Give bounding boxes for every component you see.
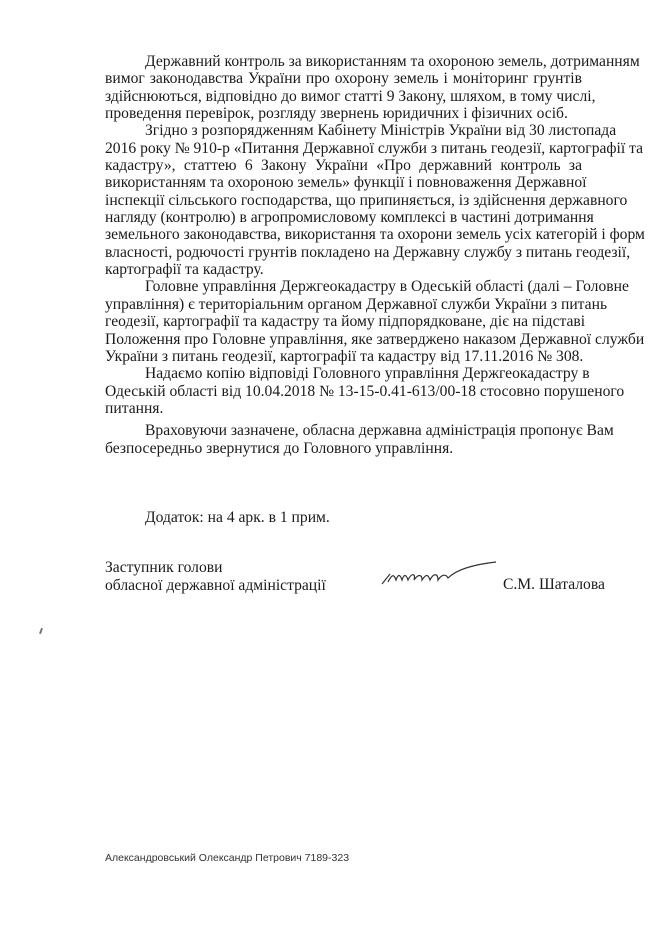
paragraph-line: України з питань геодезії, картографії та кадастру від 17.11.2016 № 308.: [105, 347, 584, 365]
paragraph-line: управління) є територіальним органом Державної служби України з питань: [105, 295, 608, 313]
paragraph-line: проведення перевірок, розгляду звернень юридичних і фізичних осіб.: [105, 105, 568, 123]
addendum-note: Додаток: на 4 арк. в 1 прим.: [145, 509, 330, 526]
paragraph-line: 2016 року № 910-р «Питання Державної служби з питань геодезії, картографії та: [105, 139, 644, 157]
paragraph-line: безпосередньо звернутися до Головного управління.: [105, 439, 454, 457]
paragraph-line: Надаємо копію відповіді Головного управління Держгеокадастру в: [145, 365, 590, 383]
paragraph-line: використанням та охороною земель» функції і повноваження Державної: [105, 174, 587, 192]
paragraph-line: власності, родючості грунтів покладено на Державну службу з питань геодезії,: [105, 243, 631, 261]
paragraph-line: Одеській області від 10.04.2018 № 13-15-0.41-613/00-18 стосовно порушеного: [105, 382, 625, 400]
paragraph-line: питання.: [105, 399, 164, 417]
paragraph-line: геодезії, картографії та кадастру та йому підпорядковане, діє на підставі: [105, 313, 586, 331]
letter-body: [105, 53, 645, 457]
executor-footer: Александровський Олександр Петрович 7189-323: [105, 852, 350, 864]
paragraph: [105, 53, 640, 123]
paragraph: [105, 122, 645, 279]
paragraph: [105, 422, 614, 457]
paragraph-line: Державний контроль за використанням та охороною земель, дотриманням: [145, 53, 640, 70]
paragraph-line: Згідно з розпорядженням Кабінету Міністрів України від 30 листопада: [145, 122, 617, 140]
signatory-title: [105, 559, 326, 594]
paragraph-line: картографії та кадастру.: [105, 261, 264, 279]
signatory-title-line2: обласної державної адміністрації: [105, 576, 326, 594]
signatory-title-line1: Заступник голови: [105, 559, 223, 576]
paragraph-line: кадастру», статтею 6 Закону України «Про державний контроль за: [105, 157, 582, 175]
paragraph-line: здійснюються, відповідно до вимог статті 9 Закону, шляхом, в тому числі,: [105, 87, 596, 105]
handwritten-signature: [378, 560, 498, 590]
paragraph: [105, 365, 625, 417]
scan-mark: [39, 628, 43, 634]
paragraph-line: нагляду (контролю) в агропромисловому комплексі в частині дотримання: [105, 209, 594, 227]
paragraph: [105, 278, 645, 365]
signatory-name: С.М. Шаталова: [503, 576, 605, 593]
paragraph-line: вимог законодавства України про охорону земель і моніторинг грунтів: [105, 70, 582, 88]
paragraph-line: Враховуючи зазначене, обласна державна адміністрація пропонує Вам: [145, 422, 614, 440]
paragraph-line: інспекції сільського господарства, що припиняється, із здійснення державного: [105, 191, 628, 209]
paragraph-line: Положення про Головне управління, яке затверджено наказом Державної служби: [105, 330, 645, 348]
paragraph-line: Головне управління Держгеокадастру в Одеській області (далі – Головне: [145, 278, 629, 296]
paragraph-line: земельного законодавства, використання та охорони земель усіх категорій і форм: [105, 226, 645, 244]
